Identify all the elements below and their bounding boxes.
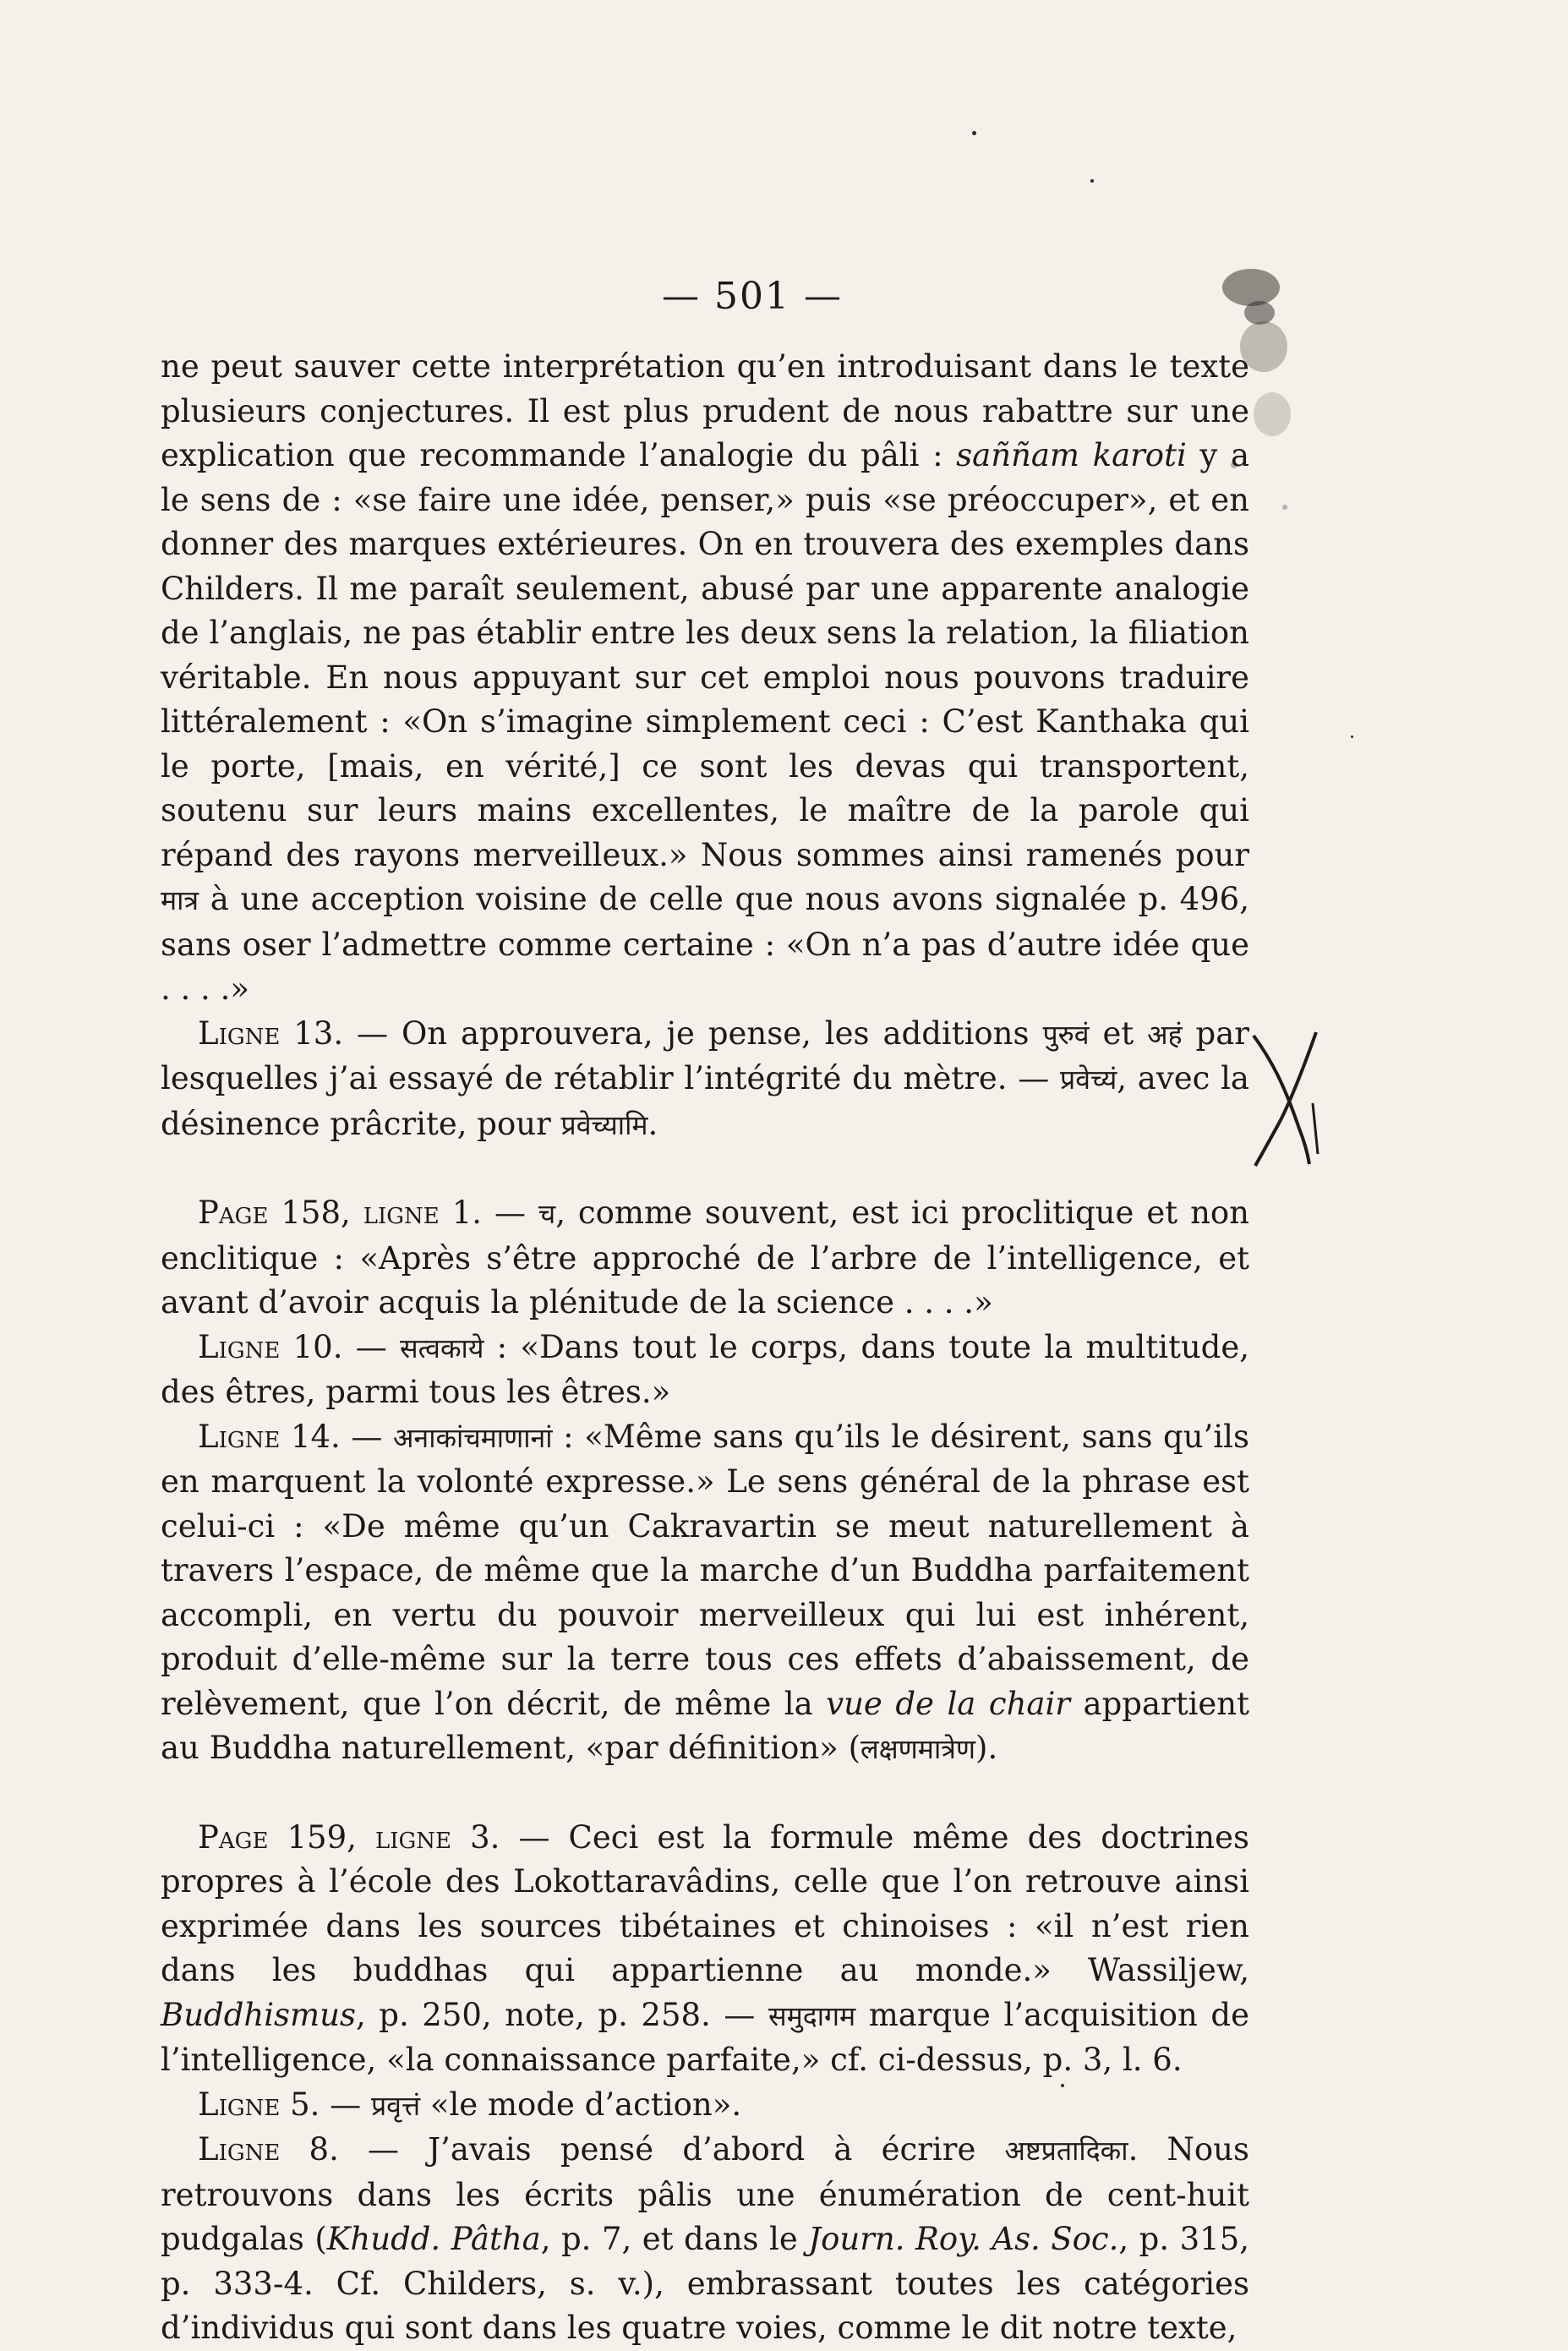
devanagari-term: प्रवेच्यामि: [560, 1108, 648, 1141]
text-run: , avec la désinence prâcrite, pour: [161, 1060, 1249, 1142]
paragraph-gap: [161, 1147, 1249, 1191]
text-run: . Nous retrouvons dans les écrits pâlis une énumération de cent-huit pudgalas (: [161, 2131, 1249, 2257]
text-run: ).: [975, 1730, 998, 1766]
small-caps-label: Ligne: [198, 2131, 281, 2168]
paragraph-p5: [161, 1415, 1249, 1772]
text-run: 5. —: [280, 2086, 371, 2123]
paragraph-p1: [161, 345, 1249, 1012]
text-run: par lesquelles j’ai essayé de rétablir l’intégrité du mètre. —: [161, 1014, 1249, 1096]
text-run: appartient au Buddha naturellement, «par définition» (: [161, 1685, 1249, 1766]
text-run: , comme souvent, est ici proclitique et non enclitique : «Après s’être approché de l’arbre de l’intelligence, et avant d’avoir acquis la plénitude de la science . . . .»: [161, 1195, 1250, 1320]
text-run: , p. 315, p. 333-4. Cf. Childers, s. v.), embrassant toutes les catégories d’individus qui sont dans les quatre voies, comme le dit notre texte,: [161, 2221, 1249, 2346]
devanagari-term: प्रवेच्यं: [1060, 1063, 1117, 1096]
text-run: , p. 7, et dans le: [540, 2221, 809, 2257]
paragraph-p4: [161, 1326, 1249, 1415]
small-caps-label: Ligne: [198, 2086, 281, 2123]
text-run: y a le sens de : «se faire une idée, penser,» puis «se préoccuper», et en donner des marques extérieures. On en trouvera des exemples dans Childers. Il me paraît seulement, abusé par une apparente analogie de l’anglais, ne pas établir entre les deux sens la relation, la filiation véritable. En nous appuyant sur cet emploi nous pouvons traduire littéralement : «On s’imagine simplement ceci : C’est Kanthaka qui le porte, [mais, en vérité,] ce sont les devas qui transportent, soutenu sur leurs mains excellentes, le maître de la parole qui répand des rayons merveilleux.» Nous sommes ainsi ramenés pour: [161, 437, 1250, 873]
text-run: et: [1089, 1014, 1148, 1052]
italic-text: Journ. Roy. As. Soc.: [808, 2221, 1119, 2257]
text-run: 1. —: [439, 1195, 538, 1231]
text-run: 8. — J’avais pensé d’abord à écrire: [280, 2131, 1005, 2168]
paragraph-p3: [161, 1191, 1249, 1326]
margin-x-mark: [1247, 1027, 1323, 1171]
devanagari-term: प्रवृत्तं: [370, 2089, 421, 2122]
text-run: 10. —: [280, 1328, 401, 1365]
devanagari-term: अनाकांचमाणानां: [392, 1421, 553, 1454]
devanagari-term: मात्र: [161, 884, 199, 916]
text-run: 3. — Ceci est la formule même des doctrines propres à l’école des Lokottaravâdins, celle que l’on retrouve ainsi exprimée dans les sources tibétaines et chinoises : «il n’est rien dans les buddhas qui appartienne au monde.» Wassiljew,: [161, 1818, 1249, 1988]
page-number: — 501 —: [662, 275, 843, 318]
italic-text: Khudd. Pâtha: [326, 2221, 541, 2257]
body-text: [161, 345, 1249, 2351]
small-caps-label: Page: [198, 1818, 269, 1856]
paragraph-p6: [161, 1816, 1249, 2083]
devanagari-term: सत्वकाये: [400, 1331, 484, 1364]
devanagari-term: लक्षणमात्रेण: [860, 1733, 976, 1765]
text-run: 14. —: [280, 1418, 393, 1455]
paragraph-p7: [161, 2083, 1249, 2129]
italic-text: saññam karoti: [956, 437, 1187, 473]
text-run: : «Même sans qu’ils le désirent, sans qu’ils en marquent la volonté expresse.» Le sens général de la phrase est celui-ci : «De même qu’un Cakravartin se meut naturellement à travers l’espace, de même que la marche d’un Buddha parfaitement accompli, en vertu du pouvoir merveilleux qui lui est inhérent, produit d’elle-même sur la terre tous ces effets d’abaissement, de relèvement, que l’on décrit, de même la: [161, 1418, 1249, 1722]
text-run: marque l’acquisition de l’intelligence, «la connaissance parfaite,» cf. ci-dessus, p. 3, l. 6.: [161, 1996, 1249, 2078]
text-run: .: [647, 1105, 658, 1142]
italic-text: Buddhismus: [161, 1996, 356, 2033]
small-caps-label: ligne: [363, 1195, 440, 1231]
small-caps-label: Ligne: [198, 1328, 281, 1365]
small-caps-label: ligne: [374, 1818, 451, 1856]
small-caps-label: Ligne: [198, 1014, 281, 1052]
text-run: à une acception voisine de celle que nous avons signalée p. 496, sans oser l’admettre comme certaine : «On n’a pas d’autre idée que . . . .»: [161, 881, 1249, 1007]
devanagari-term: च: [538, 1198, 556, 1230]
paragraph-gap: [161, 1772, 1249, 1816]
speck: [1351, 735, 1353, 738]
speck: [1090, 179, 1094, 183]
small-caps-label: Page: [198, 1195, 269, 1231]
text-run: : «Dans tout le corps, dans toute la multitude, des êtres, parmi tous les êtres.»: [161, 1328, 1249, 1410]
text-run: 13. — On approuvera, je pense, les additions: [280, 1014, 1043, 1052]
text-run: «le mode d’action».: [420, 2086, 742, 2123]
speck: [972, 131, 976, 135]
devanagari-term: पुरुवं: [1042, 1018, 1090, 1051]
text-run: ne peut sauver cette interprétation qu’en introduisant dans le texte plusieurs conjectures. Il est plus prudent de nous rabattre sur une explication que recommande l’analogie du pâli :: [161, 348, 1249, 473]
devanagari-term: अहं: [1147, 1018, 1183, 1051]
text-run: , p. 250, note, p. 258. —: [355, 1996, 768, 2033]
devanagari-term: अष्टप्रतादिका: [1004, 2135, 1128, 2167]
text-run: 159,: [268, 1818, 375, 1856]
text-run: 158,: [268, 1195, 363, 1231]
paragraph-p2: [161, 1012, 1249, 1148]
small-caps-label: Ligne: [198, 1418, 281, 1455]
italic-text: vue de la chair: [826, 1685, 1070, 1722]
paragraph-p8: [161, 2128, 1249, 2351]
devanagari-term: समुदागम: [768, 1999, 856, 2032]
